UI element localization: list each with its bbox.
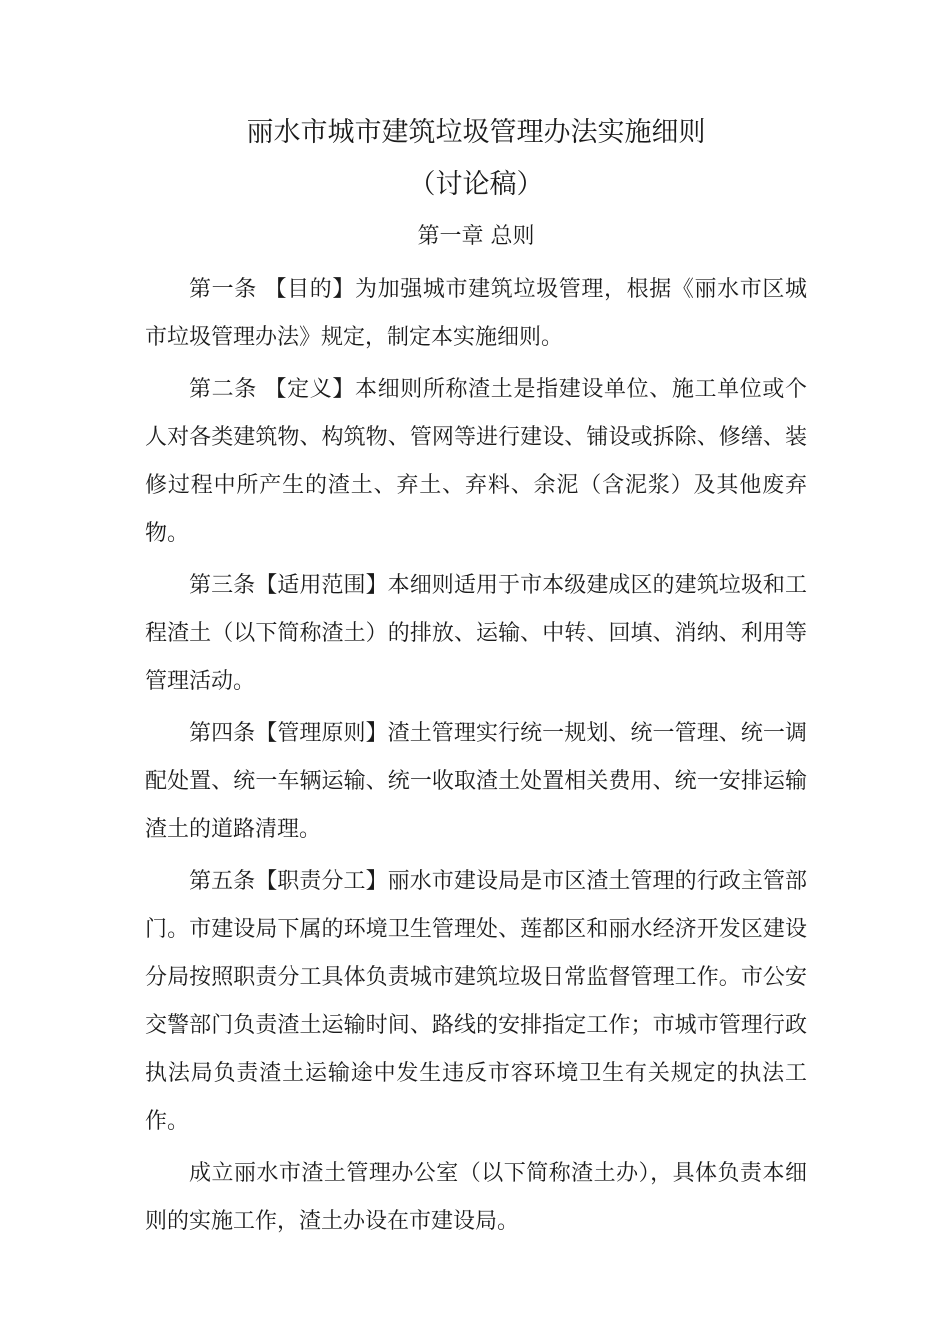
article-2-definition: 第二条 【定义】本细则所称渣土是指建设单位、施工单位或个人对各类建筑物、构筑物、管网等进行建设、铺设或拆除、修缮、装修过程中所产生的渣土、弃土、弃料、余泥（含泥浆）及其他废弃物。: [145, 377, 807, 546]
chapter-heading: 第一章 总则: [417, 224, 535, 249]
article-1-purpose: 第一条 【目的】为加强城市建筑垃圾管理，根据《丽水市区城市垃圾管理办法》规定，制定本实施细则。: [145, 277, 807, 350]
office-establishment: 成立丽水市渣土管理办公室（以下简称渣土办），具体负责本细则的实施工作，渣土办设在市建设局。: [145, 1161, 807, 1234]
document-title: 丽水市城市建筑垃圾管理办法实施细则: [246, 117, 706, 148]
document-page: [145, 108, 807, 1250]
article-5-responsibilities: 第五条【职责分工】丽水市建设局是市区渣土管理的行政主管部门。市建设局下属的环境卫生管理处、莲都区和丽水经济开发区建设分局按照职责分工具体负责城市建筑垃圾日常监督管理工作。市公安交警部门负责渣土运输时间、路线的安排指定工作；市城市管理行政执法局负责渣土运输途中发生违反市容环境卫生有关规定的执法工作。: [145, 869, 807, 1134]
article-3-scope: 第三条【适用范围】本细则适用于市本级建成区的建筑垃圾和工程渣土（以下简称渣土）的排放、运输、中转、回填、消纳、利用等管理活动。: [145, 573, 807, 694]
document-subtitle: （讨论稿）: [408, 169, 544, 200]
article-4-principles: 第四条【管理原则】渣土管理实行统一规划、统一管理、统一调配处置、统一车辆运输、统一收取渣土处置相关费用、统一安排运输渣土的道路清理。: [145, 721, 807, 842]
